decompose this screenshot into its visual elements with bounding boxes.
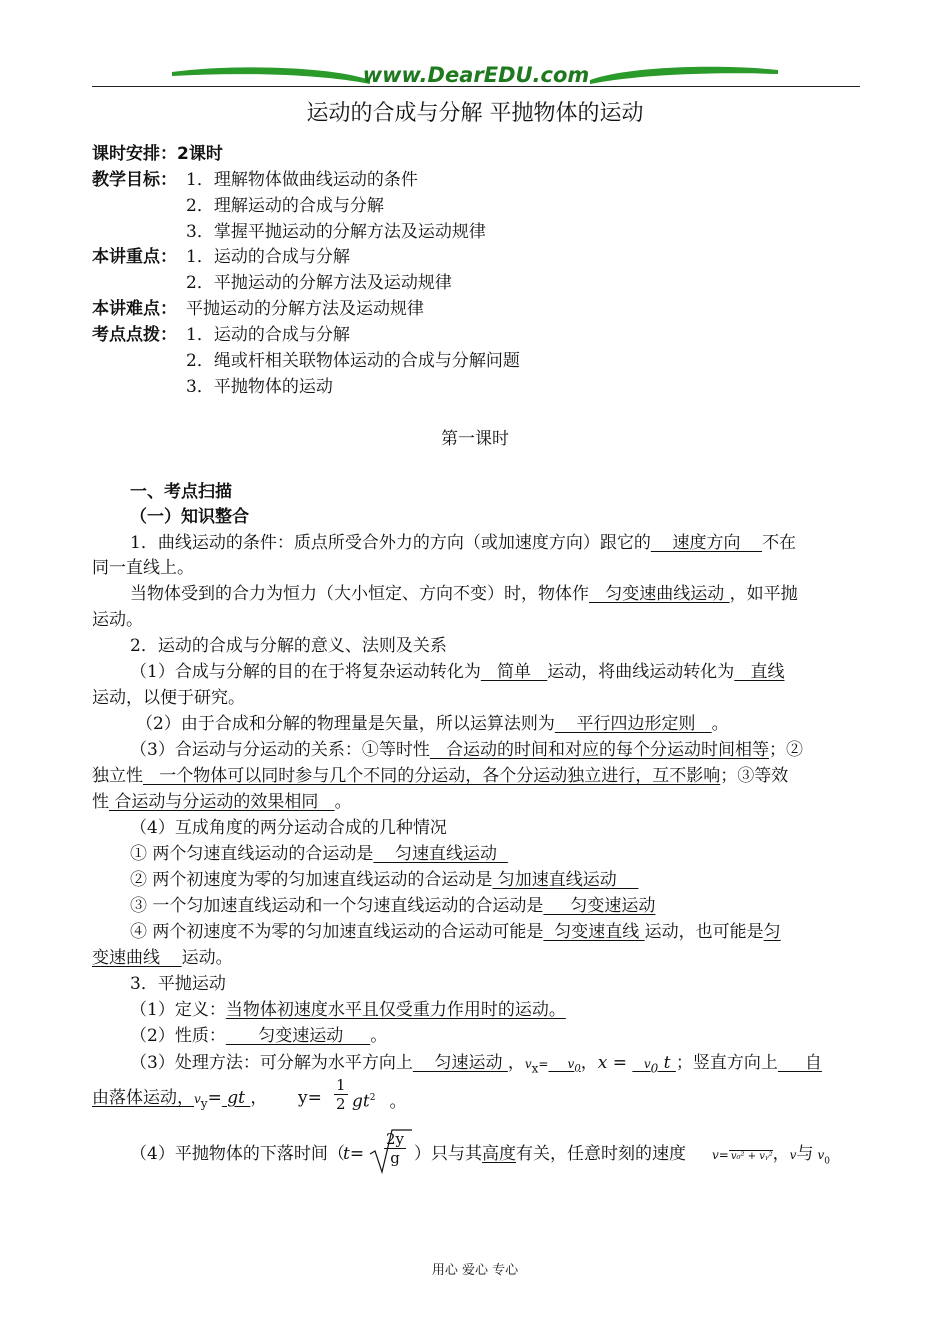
list-item-cont: 变速曲线 运动。: [92, 948, 233, 968]
answer-blank: 合运动的时间和对应的每个分运动时间相等: [429, 740, 770, 760]
tips-label: 考点点拨：: [92, 325, 177, 345]
answer-blank: 高度: [482, 1144, 516, 1164]
hard-label: 本讲难点：: [92, 299, 177, 319]
paragraph: 3．平抛运动: [130, 974, 226, 994]
formula-y: y=: [298, 1088, 322, 1108]
section-heading: 一、考点扫描: [130, 482, 232, 502]
paragraph: 1．曲线运动的条件：质点所受合外力的方向（或加速度方向）跟它的 速度方向 不在: [130, 533, 797, 553]
paragraph-cont: 运动。: [92, 610, 143, 630]
answer-blank: 匀速运动: [412, 1053, 508, 1073]
header-rule: [92, 86, 860, 87]
header-logo: [170, 62, 780, 88]
list-item: ③ 一个匀加速直线运动和一个匀速直线运动的合运动是 匀变速运动: [130, 896, 656, 916]
list-item: ④ 两个初速度不为零的匀加速直线运动的合运动可能是 匀变速直线 运动，也可能是匀: [130, 922, 781, 942]
paragraph: 2．运动的合成与分解的意义、法则及关系: [130, 636, 447, 656]
page-footer: 用心 爱心 专心: [431, 1263, 519, 1278]
paragraph-cont: 运动，以便于研究。: [92, 688, 245, 708]
answer-blank: 匀速直线运动: [373, 844, 508, 864]
goals-label: 教学目标：: [92, 170, 177, 190]
answer-blank: 由落体运动，: [92, 1088, 194, 1108]
answer-blank: $v_0$ t: [632, 1053, 676, 1076]
fraction-half: $\frac{1}{2}$: [336, 1076, 346, 1113]
answer-blank: 当物体初速度水平且仅受重力作用时的运动。: [225, 1000, 566, 1020]
answer-blank: 平行四边形定则: [554, 714, 712, 734]
key-item: 2．平抛运动的分解方法及运动规律: [186, 273, 452, 293]
paragraph: （2）性质： 匀变速运动 。: [130, 1026, 388, 1046]
tip-item: 2．绳或杆相关联物体运动的合成与分解问题: [186, 351, 520, 371]
paragraph: 当物体受到的合力为恒力（大小恒定、方向不变）时，物体作 匀变速曲线运动 ，如平抛: [130, 584, 798, 604]
paragraph: （3）处理方法：可分解为水平方向上 匀速运动 ，$v_x=$ $v_0$，x = $v_0$ t ；竖直方向上 自: [130, 1053, 822, 1076]
answer-blank: $v_0$: [548, 1057, 581, 1075]
answer-blank: gt: [221, 1088, 251, 1108]
tip-item: 1．运动的合成与分解: [186, 325, 350, 345]
answer-blank: 匀: [763, 922, 781, 942]
answer-blank: 匀变速直线: [543, 922, 645, 942]
paragraph: （4）互成角度的两分运动合成的几种情况: [130, 818, 447, 838]
paragraph: （4）平抛物体的下落时间（: [130, 1144, 345, 1164]
paragraph: （1）合成与分解的目的在于将复杂运动转化为 简单 运动，将曲线运动转化为 直线: [130, 662, 785, 682]
goal-item: 3．掌握平抛运动的分解方法及运动规律: [186, 222, 486, 242]
answer-blank: 变速曲线: [92, 948, 182, 968]
fraction-2y-g: $\frac{2y}{g}$: [386, 1130, 405, 1167]
lesson-title: 第一课时: [441, 429, 509, 449]
key-item: 1．运动的合成与分解: [186, 247, 350, 267]
paragraph-cont: 性 合运动与分运动的效果相同 。: [92, 792, 352, 812]
answer-blank: 速度方向: [650, 533, 763, 553]
formula-v: v= v₀² + vᵧ²，v与 $v_0$: [712, 1144, 830, 1167]
goal-item: 1．理解物体做曲线运动的条件: [186, 170, 418, 190]
goal-item: 2．理解运动的合成与分解: [186, 196, 384, 216]
answer-blank: 直线: [734, 662, 785, 682]
paragraph-cont: 独立性 一个物体可以同时参与几个不同的分运动，各个分运动独立进行，互不影响；③等效: [92, 766, 789, 786]
subsection-heading: （一）知识整合: [130, 507, 249, 527]
paragraph-cont: 由落体运动，$v_y=$ gt ，: [92, 1088, 268, 1111]
paragraph: （3）合运动与分运动的关系：①等时性 合运动的时间和对应的每个分运动时间相等；②: [130, 740, 804, 760]
paragraph-cont: ）只与其高度有关，任意时刻的速度: [414, 1144, 686, 1164]
list-item: ② 两个初速度为零的匀加速直线运动的合运动是 匀加速直线运动: [130, 870, 639, 890]
paragraph-cont: 同一直线上。: [92, 558, 194, 578]
paragraph: （2）由于合成和分解的物理量是矢量，所以运算法则为 平行四边形定则 。: [136, 714, 729, 734]
answer-blank: 简单: [480, 662, 548, 682]
tip-item: 3．平抛物体的运动: [186, 377, 333, 397]
key-label: 本讲重点：: [92, 247, 177, 267]
schedule: 课时安排：2课时: [92, 144, 223, 164]
answer-blank: 匀变速运动: [543, 896, 656, 916]
answer-blank: 合运动与分运动的效果相同: [109, 792, 335, 812]
answer-blank: 匀变速运动: [225, 1026, 371, 1046]
formula-t: t=: [343, 1144, 365, 1164]
paragraph: （1）定义：当物体初速度水平且仅受重力作用时的运动。: [130, 1000, 566, 1020]
answer-blank: 自: [777, 1053, 822, 1073]
hard-item: 平抛运动的分解方法及运动规律: [186, 299, 424, 319]
answer-blank: 一个物体可以同时参与几个不同的分运动，各个分运动独立进行，互不影响: [143, 766, 721, 786]
answer-blank: 匀变速曲线运动: [589, 584, 730, 604]
formula-gt2: $gt^2$ 。: [352, 1091, 407, 1112]
list-item: ① 两个匀速直线运动的合运动是 匀速直线运动: [130, 844, 508, 864]
page-title: 运动的合成与分解 平抛物体的运动: [306, 101, 644, 126]
logo-text: www.DearEDU.com: [362, 63, 590, 87]
answer-blank: 匀加速直线运动: [492, 870, 639, 890]
